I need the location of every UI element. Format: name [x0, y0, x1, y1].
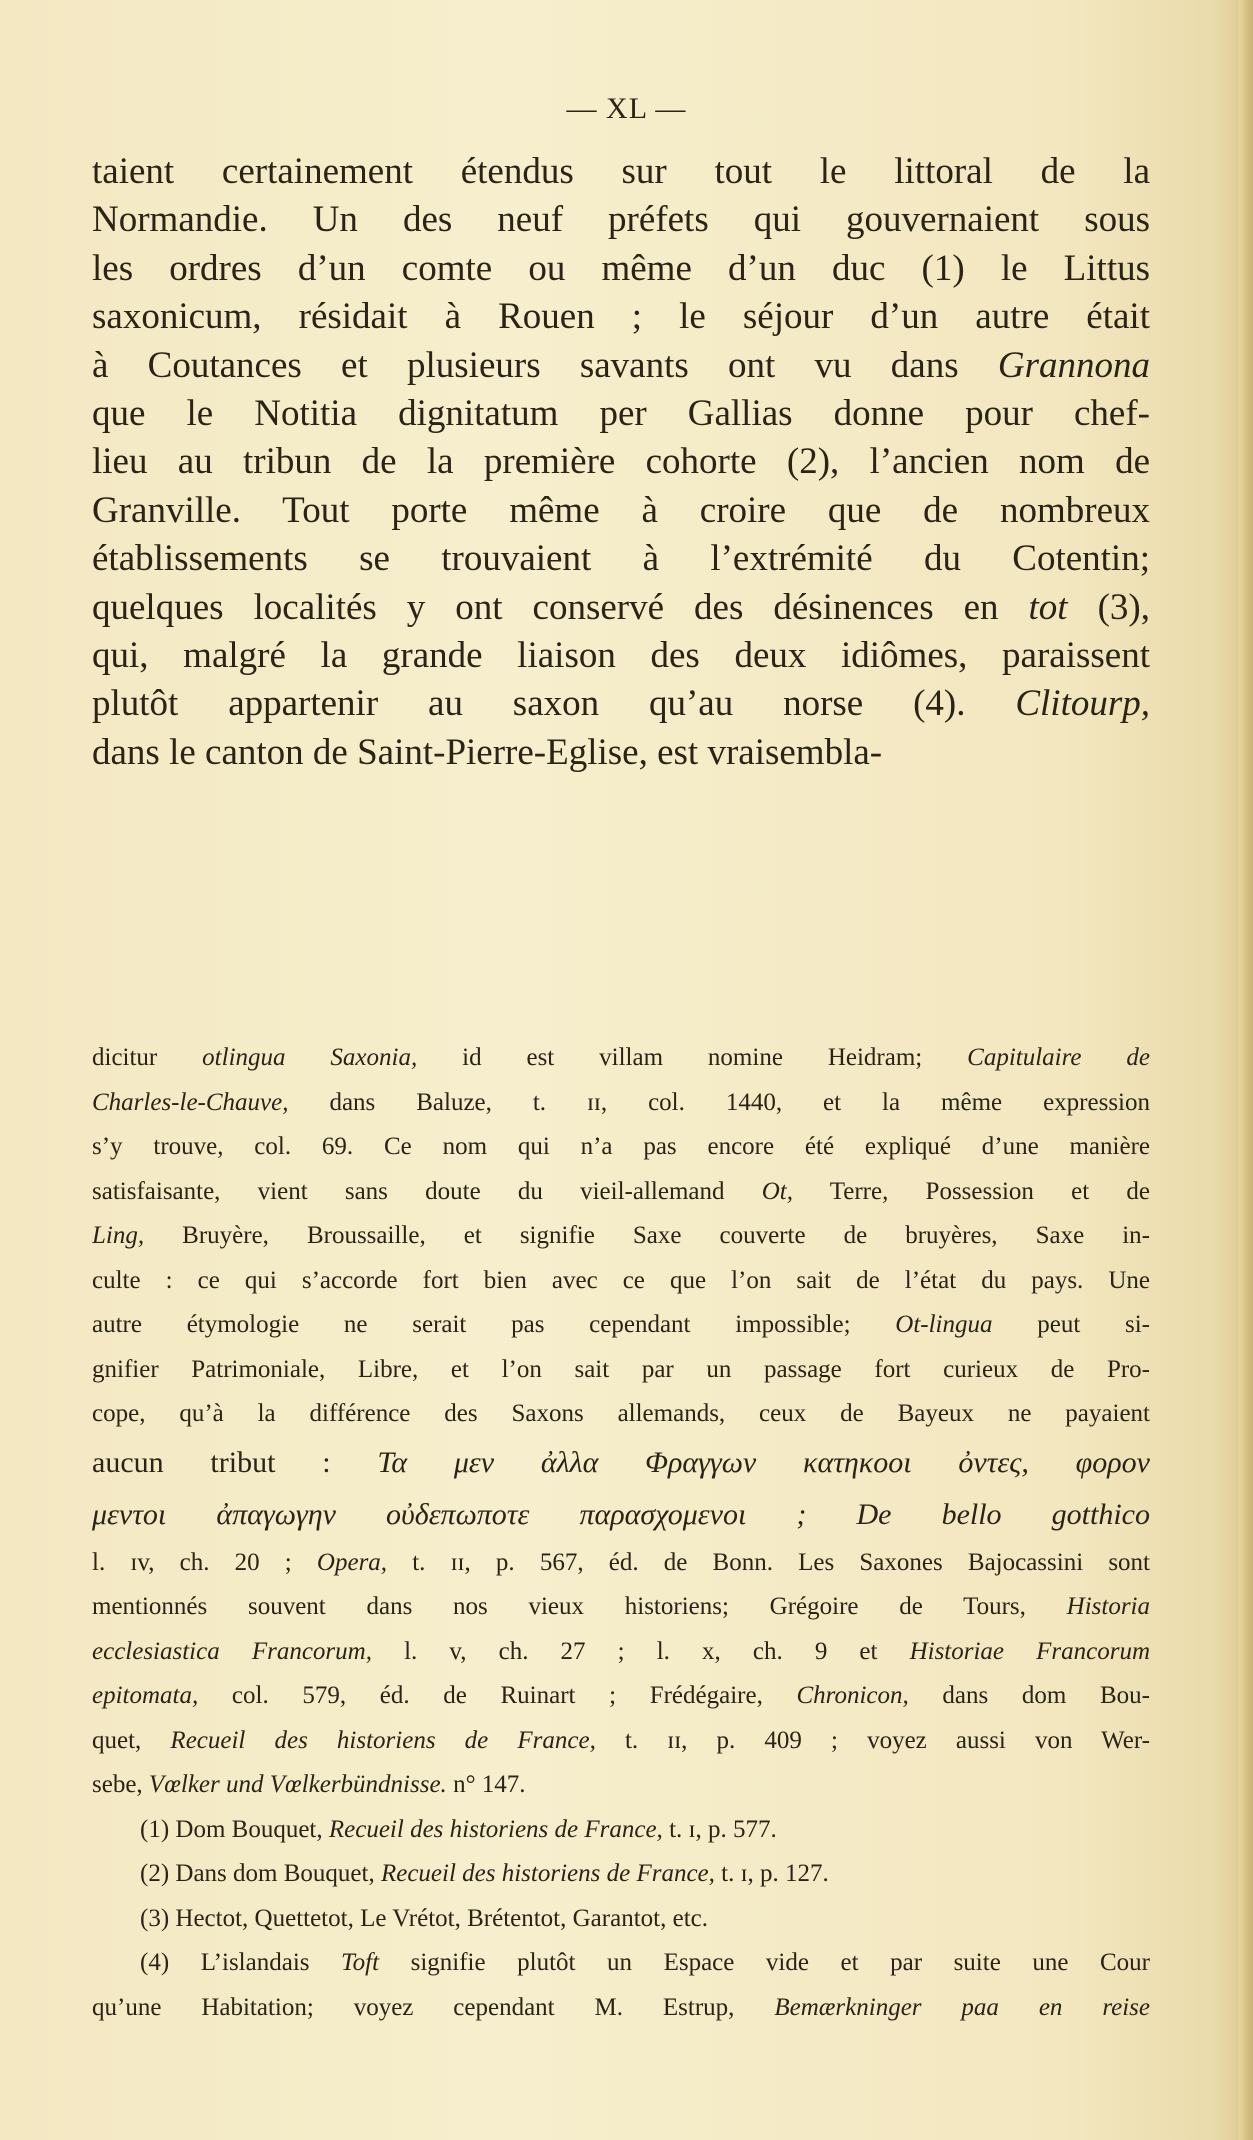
- italic-text: epitomata,: [92, 1682, 199, 1709]
- footnote-line: [92, 1585, 1150, 1630]
- italic-text: Vœlker und Vœlkerbündnisse.: [148, 1771, 447, 1798]
- greek-quotation: Τα μεν ἀλλα Φραγγων κατηκοοι ὀντες, φορον: [377, 1445, 1150, 1479]
- text-segment: s’y trouve, col. 69. Ce nom qui n’a pas encore été expliqué d’une manière: [92, 1133, 1150, 1160]
- text-segment: (1) Dom Bouquet,: [140, 1815, 329, 1843]
- footnote-line: [92, 1986, 1150, 2031]
- footnote-line: [92, 1897, 1150, 1942]
- text-segment: (3) Hectot, Quettetot, Le Vrétot, Brétentot, Garantot, etc.: [140, 1904, 708, 1932]
- page-edge: [1239, 0, 1253, 2140]
- italic-text: Historiae Francorum: [909, 1637, 1150, 1665]
- text-segment: t. ɪ, p. 127.: [714, 1860, 829, 1887]
- footnote-line: [92, 1852, 1150, 1897]
- text-line: [92, 632, 1150, 680]
- text-segment: que le Notitia dignitatum per Gallias donne pour chef-: [92, 392, 1150, 434]
- text-segment: gnifier Patrimoniale, Libre, et l’on sait par un passage fort curieux de Pro-: [92, 1355, 1150, 1383]
- text-segment: t. ɪ, p. 577.: [662, 1815, 777, 1843]
- footnote-line: [92, 1630, 1150, 1675]
- text-segment: taient certainement étendus sur tout le littoral de la: [92, 151, 1150, 192]
- italic-text: Recueil des historiens de France,: [170, 1726, 596, 1754]
- text-line: [92, 535, 1150, 583]
- italic-text: Opera,: [316, 1548, 388, 1576]
- text-segment: lieu au tribun de la première cohorte (2), l’ancien nom de: [92, 441, 1150, 483]
- text-segment: t. ɪɪ, p. 567, éd. de Bonn. Les Saxones Bajocassini sont: [387, 1548, 1150, 1576]
- text-segment: quet,: [92, 1726, 171, 1754]
- text-segment: qui, malgré la grande liaison des deux idiômes, paraissent: [92, 634, 1150, 676]
- text-segment: établissements se trouvaient à l’extrémité du Cotentin;: [92, 538, 1150, 580]
- footnote-line: [92, 1392, 1150, 1437]
- text-line: [92, 729, 1150, 777]
- text-segment: cope, qu’à la différence des Saxons allemands, ceux de Bayeux ne payaient: [92, 1400, 1150, 1427]
- italic-text: Historia: [1066, 1593, 1150, 1620]
- text-segment: mentionnés souvent dans nos vieux historiens; Grégoire de Tours,: [92, 1593, 1067, 1620]
- text-segment: peut si-: [992, 1311, 1150, 1338]
- text-segment: (3),: [1067, 586, 1150, 628]
- italic-text: Ot,: [761, 1177, 793, 1205]
- italic-text: ecclesiastica Francorum,: [92, 1637, 372, 1665]
- italic-text: Ot-lingua: [895, 1311, 993, 1338]
- text-segment: l. v, ch. 27 ; l. x, ch. 9 et: [371, 1637, 910, 1665]
- text-segment: signifie plutôt un Espace vide et par suite une Cour: [379, 1949, 1150, 1976]
- text-segment: dicitur: [92, 1044, 203, 1071]
- text-segment: satisfaisante, vient sans doute du vieil-allemand: [92, 1177, 762, 1205]
- italic-text: Recueil des historiens de France,: [380, 1860, 715, 1887]
- text-segment: qu’une Habitation; voyez cependant M. Estrup,: [92, 1993, 775, 2021]
- text-segment: les ordres d’un comte ou même d’un duc (1) le Littus: [92, 247, 1150, 289]
- text-line: [92, 196, 1150, 244]
- footnote-line: [92, 1489, 1150, 1541]
- text-segment: (4) L’islandais: [140, 1949, 342, 1976]
- footnote-line: [92, 1674, 1150, 1719]
- footnote-line: [92, 1259, 1150, 1304]
- text-segment: aucun tribut :: [92, 1445, 378, 1479]
- text-segment: dans le canton de Saint-Pierre-Eglise, est vraisembla-: [92, 731, 883, 773]
- text-segment: saxonicum, résidait à Rouen ; le séjour d’un autre était: [92, 296, 1150, 338]
- text-segment: Normandie. Un des neuf préfets qui gouvernaient sous: [92, 199, 1150, 241]
- footnote-line: [92, 1348, 1150, 1393]
- text-line: [92, 584, 1150, 632]
- text-line: [92, 390, 1150, 438]
- text-line: [92, 148, 1150, 196]
- italic-text: De bello gotthico: [806, 1497, 1150, 1531]
- footnote-line: [92, 1303, 1150, 1348]
- italic-text: otlingua Saxonia,: [202, 1044, 418, 1071]
- text-segment: (2) Dans dom Bouquet,: [140, 1860, 381, 1887]
- text-segment: id est villam nomine Heidram;: [417, 1044, 968, 1071]
- footnote-line: [92, 1125, 1150, 1170]
- text-segment: l. ɪv, ch. 20 ;: [92, 1548, 317, 1576]
- text-segment: autre étymologie ne serait pas cependant impossible;: [92, 1311, 896, 1338]
- text-segment: Granville. Tout porte même à croire que de nombreux: [92, 489, 1150, 531]
- greek-quotation: μεντοι ἀπαγωγην οὐδεπωποτε παρασχομενοι ;: [92, 1497, 807, 1531]
- text-segment: Terre, Possession et de: [792, 1177, 1150, 1205]
- text-line: [92, 680, 1150, 728]
- footnote-line: [92, 1437, 1150, 1489]
- footnote-line: [92, 1541, 1150, 1586]
- footnote-line: [92, 1763, 1150, 1808]
- text-segment: Bruyère, Broussaille, et signifie Saxe couverte de bruyères, Saxe in-: [144, 1222, 1150, 1249]
- text-segment: n° 147.: [446, 1771, 526, 1798]
- page-number: — XL —: [566, 92, 687, 125]
- footnote-line: [92, 1808, 1150, 1853]
- text-segment: à Coutances et plusieurs savants ont vu dans: [92, 344, 998, 386]
- text-segment: dans dom Bou-: [908, 1682, 1150, 1709]
- text-line: [92, 487, 1150, 535]
- italic-text: Chronicon,: [796, 1682, 909, 1709]
- main-text: [92, 148, 1150, 777]
- italic-text: Ling,: [92, 1222, 145, 1249]
- text-segment: quelques localités y ont conservé des désinences en: [92, 586, 1029, 628]
- italic-text: Toft: [341, 1949, 380, 1976]
- text-segment: culte : ce qui s’accorde fort bien avec ce que l’on sait de l’état du pays. Une: [92, 1266, 1150, 1294]
- italic-text: Recueil des historiens de France,: [328, 1815, 663, 1843]
- footnotes: [92, 1036, 1150, 2030]
- text-line: [92, 293, 1150, 341]
- footnote-line: [92, 1170, 1150, 1215]
- text-segment: plutôt appartenir au saxon qu’au norse (4).: [92, 683, 1016, 725]
- text-line: [92, 342, 1150, 390]
- italic-text: Bemærkninger paa en reise: [774, 1993, 1150, 2021]
- text-segment: t. ɪɪ, p. 409 ; voyez aussi von Wer-: [595, 1726, 1150, 1754]
- footnote-line: [92, 1036, 1150, 1081]
- footnote-line: [92, 1719, 1150, 1764]
- text-line: [92, 245, 1150, 293]
- text-segment: sebe,: [92, 1771, 149, 1798]
- text-segment: dans Baluze, t. ɪɪ, col. 1440, et la même expression: [288, 1088, 1150, 1116]
- text-segment: col. 579, éd. de Ruinart ; Frédégaire,: [198, 1682, 797, 1709]
- italic-text: Charles-le-Chauve,: [92, 1088, 289, 1116]
- italic-text: tot: [1028, 586, 1068, 628]
- italic-text: Capitulaire de: [967, 1044, 1150, 1071]
- text-line: [92, 438, 1150, 486]
- footnote-line: [92, 1081, 1150, 1126]
- italic-text: Grannona: [997, 344, 1150, 386]
- footnote-line: [92, 1214, 1150, 1259]
- italic-text: Clitourp,: [1015, 683, 1150, 725]
- footnote-line: [92, 1941, 1150, 1986]
